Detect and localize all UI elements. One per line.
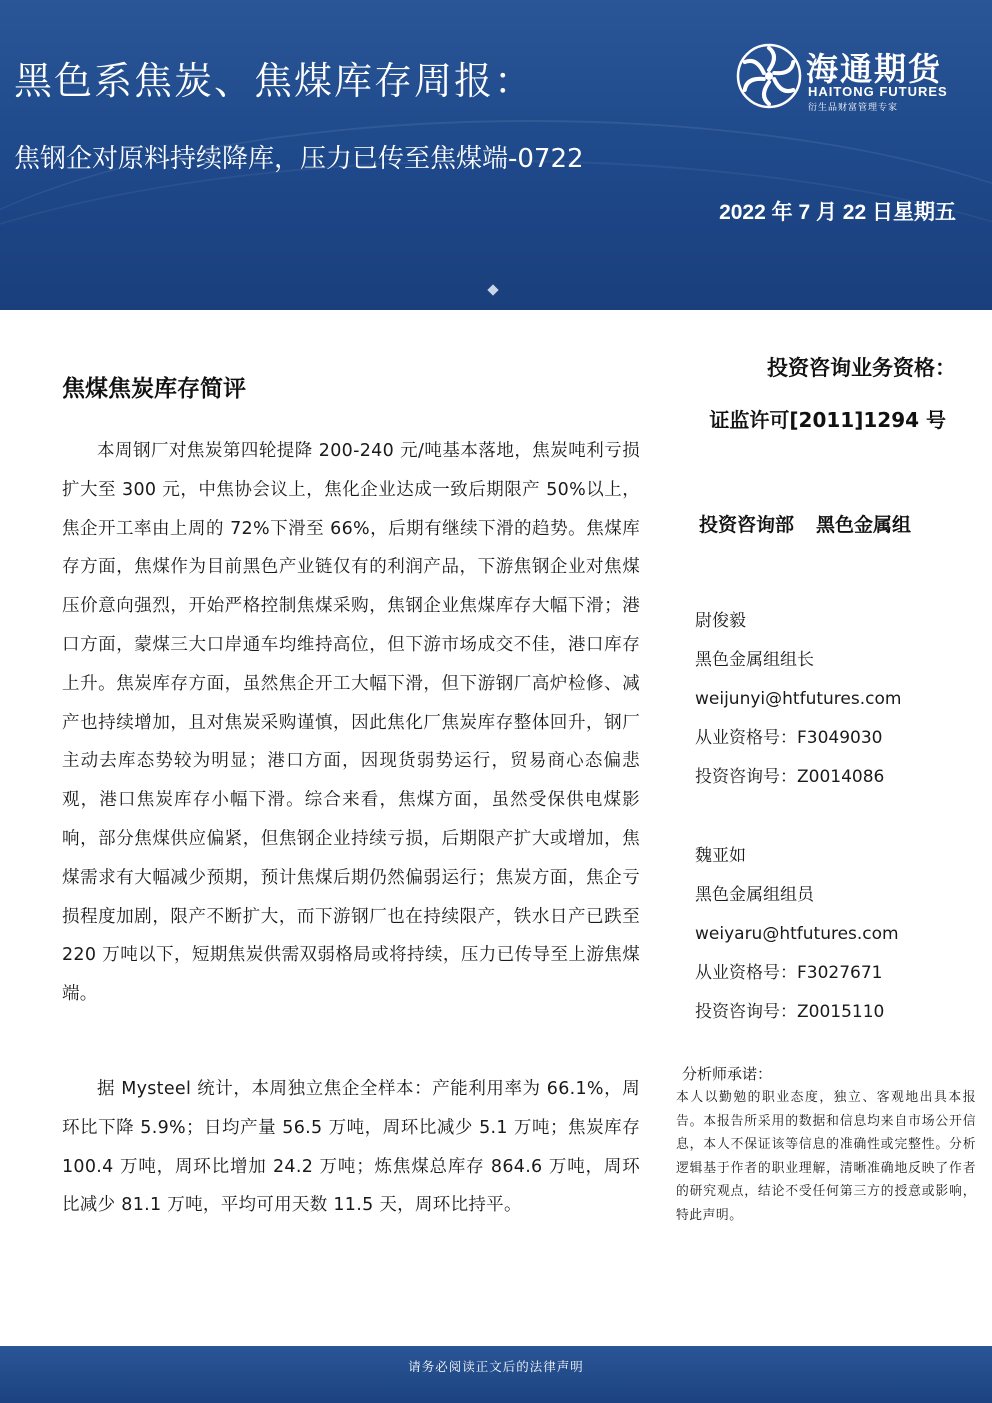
analyst-consult-number: 投资咨询号：Z0015110 (695, 1002, 885, 1022)
analyst-email: weiyaru@htfutures.com (695, 924, 899, 944)
promise-body: 本人以勤勉的职业态度，独立、客观地出具本报告。本报告所采用的数据和信息均来自市场公开信息，本人不保证该等信息的准确性或完整性。分析逻辑基于作者的职业理解，清晰准确地反映了作者的研究观点，结论不受任何第三方的授意或影响，特此声明。 (676, 1090, 976, 1223)
analyst-consult-number: 投资咨询号：Z0014086 (695, 767, 885, 787)
group-name: 黑色金属组 (816, 514, 912, 536)
analyst-name: 尉俊毅 (695, 611, 746, 631)
department-line (699, 510, 911, 537)
logo-name-en: HAITONG FUTURES (808, 84, 948, 99)
qualification-number: 证监许可[2011]1294 号 (709, 408, 946, 432)
report-title: 黑色系焦炭、焦煤库存周报： (14, 59, 535, 103)
promise-title: 分析师承诺： (682, 1065, 773, 1083)
analyst-card (695, 602, 901, 797)
footer-legal-notice: 请务必阅读正文后的法律声明 (408, 1359, 584, 1374)
analyst-name: 魏亚如 (695, 846, 746, 866)
logo-name-cn: 海通期货 (806, 50, 943, 88)
analyst-license: 从业资格号：F3027671 (695, 963, 883, 983)
report-subtitle: 焦钢企对原料持续降库，压力已传至焦煤端-0722 (14, 144, 584, 174)
logo-tagline: 衍生品财富管理专家 (808, 103, 899, 113)
analyst-email: weijunyi@htfutures.com (695, 689, 902, 709)
analyst-role: 黑色金属组组员 (695, 885, 814, 905)
section-title: 焦煤焦炭库存简评 (62, 376, 246, 402)
body-paragraph: 据 Mysteel 统计，本周独立焦企全样本：产能利用率为 66.1%，周环比下降 5.9%；日均产量 56.5 万吨，周环比减少 5.1 万吨；焦炭库存 100.4 万吨，周环比增加 24.2 万吨；炼焦煤总库存 864.6 万吨，周环比减少 81.1 万吨，平均可用天数 11.5 天，周环比持平。 (62, 1079, 640, 1216)
report-date: 2022 年 7 月 22 日星期五 (719, 201, 956, 224)
department-name: 投资咨询部 (699, 514, 795, 536)
analyst-role: 黑色金属组组长 (695, 650, 814, 670)
qualification-title: 投资咨询业务资格： (767, 356, 956, 380)
analyst-license: 从业资格号：F3049030 (695, 728, 883, 748)
analyst-card (695, 837, 899, 1032)
analyst-promise (676, 1062, 976, 1227)
body-paragraph: 本周钢厂对焦炭第四轮提降 200-240 元/吨基本落地，焦炭吨利亏损扩大至 300 元，中焦协会议上，焦化企业达成一致后期限产 50%以上，焦企开工率由上周的 72%下滑至 66%，后期有继续下滑的趋势。焦煤库存方面，焦煤作为目前黑色产业链仅有的利润产品，下游焦钢企业对焦煤压价意向强烈，开始严格控制焦煤采购，焦钢企业焦煤库存大幅下滑；港口方面，蒙煤三大口岸通车均维持高位，但下游市场成交不佳，港口库存上升。焦炭库存方面，虽然焦企开工大幅下滑，但下游钢厂高炉检修、减产也持续增加，且对焦炭采购谨慎，因此焦化厂焦炭库存整体回升，钢厂主动去库态势较为明显；港口方面，因现货弱势运行，贸易商心态偏悲观，港口焦炭库存小幅下滑。综合来看，焦煤方面，虽然受保供电煤影响，部分焦煤供应偏紧，但焦钢企业持续亏损，后期限产扩大或增加，焦煤需求有大幅减少预期，预计焦煤后期仍然偏弱运行；焦炭方面，焦企亏损程度加剧，限产不断扩大，而下游钢厂也在持续限产，铁水日产已跌至 220 万吨以下，短期焦炭供需双弱格局或将持续，压力已传导至上游焦煤端。 (62, 441, 640, 1005)
